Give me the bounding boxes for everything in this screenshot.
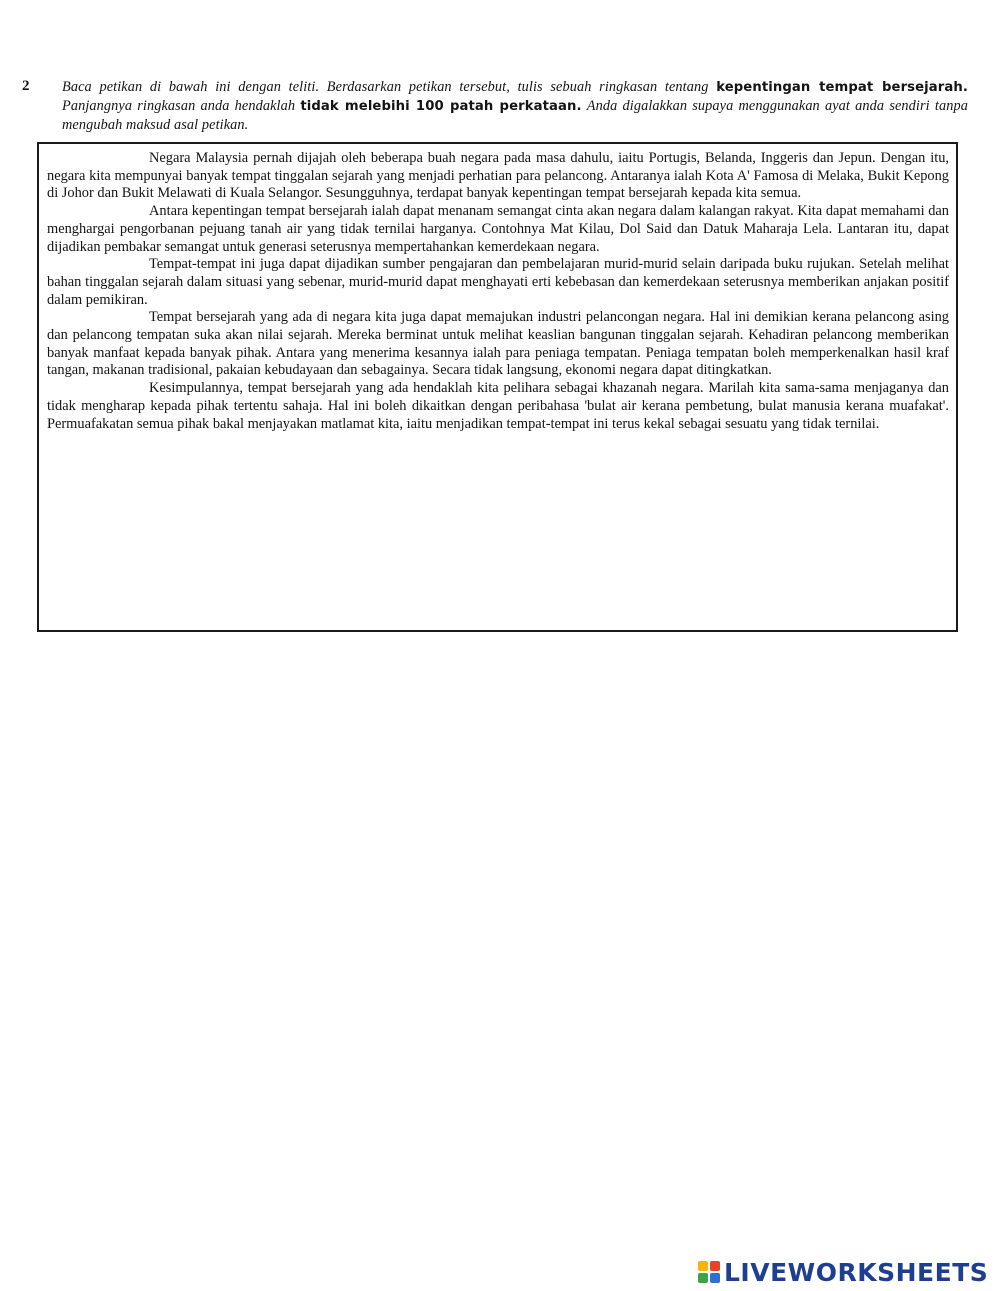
logo-square-3 [698, 1273, 708, 1283]
instruction-part-3: Anda digalakkan supaya menggunakan ayat anda sendiri tanpa mengubah maksud asal petikan. [62, 98, 968, 133]
question-instruction [62, 78, 968, 135]
liveworksheets-logo [698, 1256, 988, 1288]
logo-square-4 [710, 1273, 720, 1283]
passage-paragraph-3: Tempat-tempat ini juga dapat dijadikan sumber pengajaran dan pembelajaran murid-murid selain daripada buku rujukan. Setelah melihat bahan tinggalan sejarah dalam situasi yang sebenar, murid-murid dapat menghayati erti kebebasan dan kemerdekaan seterusnya memberikan anjakan positif dalam pemikiran. [47, 256, 949, 308]
instruction-part-1: Baca petikan di bawah ini dengan teliti. Berdasarkan petikan tersebut, tulis sebuah ringkasan tentang [62, 79, 709, 95]
instruction-topic: kepentingan tempat bersejarah. [716, 80, 968, 95]
passage-paragraph-4: Tempat bersejarah yang ada di negara kita juga dapat memajukan industri pelancongan negara. Hal ini demikian kerana pelancong asing dan pelancong tempatan suka akan nilai sejarah. Mereka berminat untuk melihat keaslian bangunan tinggalan sejarah. Kehadiran pelancong memberikan banyak manfaat kepada banyak pihak. Antara yang menerima kesannya ialah para peniaga tempatan. Peniaga tempatan boleh memperkenalkan hasil kraf tangan, makanan tradisional, pakaian kebudayaan dan sebagainya. Secara tidak langsung, ekonomi negara dapat ditingkatkan. [47, 309, 949, 379]
passage-box [37, 142, 958, 632]
instruction-part-2: Panjangnya ringkasan anda hendaklah [62, 98, 296, 114]
question-block [22, 78, 968, 135]
logo-text: LIVEWORKSHEETS [724, 1257, 989, 1287]
liveworksheets-logo-icon [698, 1261, 720, 1283]
passage-paragraph-2: Antara kepentingan tempat bersejarah ialah dapat menanam semangat cinta akan negara dalam kalangan rakyat. Kita dapat memahami dan menghargai pengorbanan pejuang tanah air yang tidak ternilai harganya. Contohnya Mat Kilau, Dol Said dan Datuk Maharaja Lela. Lantaran itu, dapat dijadikan pembakar semangat untuk generasi seterusnya mempertahankan kemerdekaan negara. [47, 203, 949, 255]
instruction-word-limit: tidak melebihi 100 patah perkataan. [300, 99, 582, 114]
passage-paragraph-5: Kesimpulannya, tempat bersejarah yang ada hendaklah kita pelihara sebagai khazanah negara. Marilah kita sama-sama menjaganya dan tidak mengharap kepada pihak tertentu sahaja. Hal ini boleh dikaitkan dengan peribahasa 'bulat air kerana pembetung, bulat manusia kerana muafakat'. Permuafakatan semua pihak bakal menjayakan matlamat kita, iaitu menjadikan tempat-tempat ini terus kekal sebagai sesuatu yang tidak ternilai. [47, 380, 949, 432]
logo-square-1 [698, 1261, 708, 1271]
question-number: 2 [22, 78, 30, 94]
logo-square-2 [710, 1261, 720, 1271]
passage-paragraph-1: Negara Malaysia pernah dijajah oleh beberapa buah negara pada masa dahulu, iaitu Portugis, Belanda, Inggeris dan Jepun. Dengan itu, negara kita mempunyai banyak tempat tinggalan sejarah yang menjadi perhatian para pelancong. Antaranya ialah Kota A' Famosa di Melaka, Bukit Kepong di Johor dan Bukit Melawati di Kuala Selangor. Sesungguhnya, terdapat banyak kepentingan tempat bersejarah kepada kita semua. [47, 150, 949, 202]
